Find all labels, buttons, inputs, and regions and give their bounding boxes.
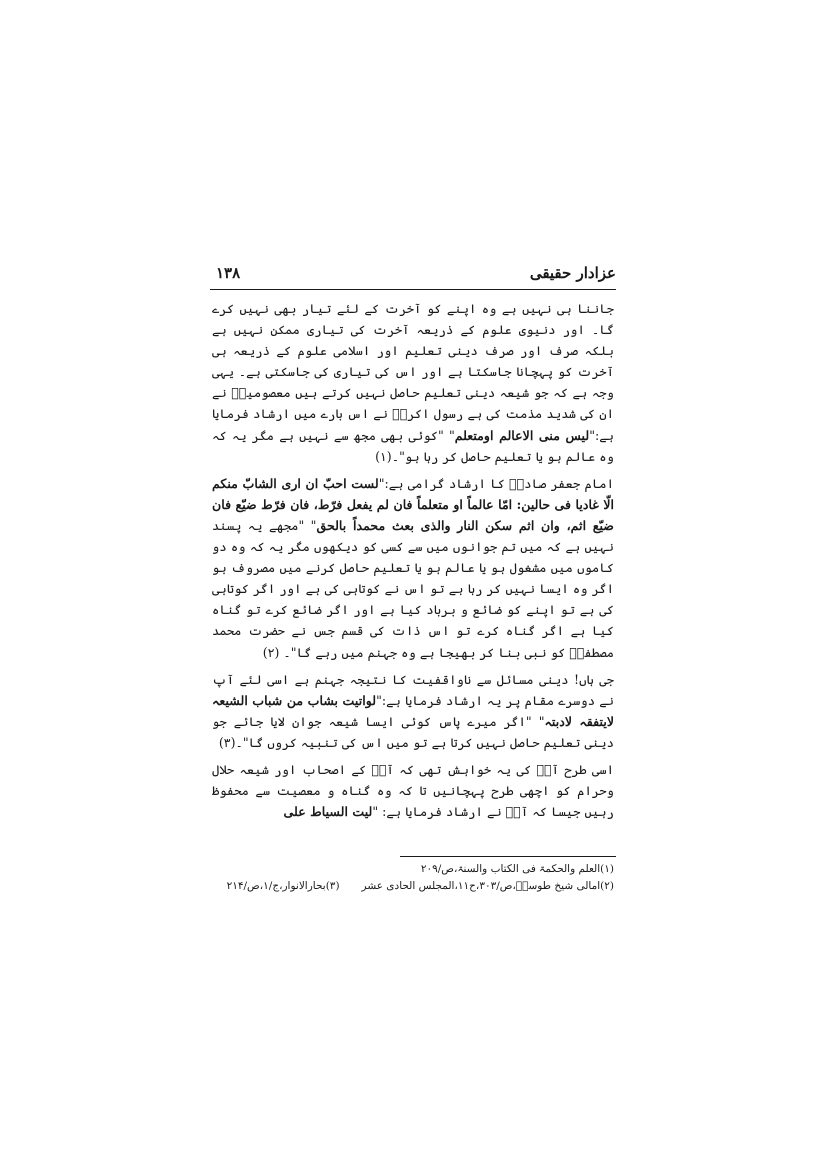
footnote-3: (۳)بحارالانوار،ج/۱،ص/۲۱۴ [226,880,340,892]
page-number: ۱۳۸ [216,264,241,282]
footnote-2: (۲)امالی شیخ طوسیؒ،ص/۳۰۳،ح۱۱،المجلس الحادی عشر [361,880,614,892]
footnote-row-2-3 [212,878,614,895]
urdu-text: جی ہاں! دینی مسائل سے ناواقفیت کا نتیجہ جہنم ہے اسی لئے آپ نے دوسرے مقام پر یہ ارشاد فرمایا ہے:" [212,671,614,708]
paragraph [212,759,614,822]
arabic-quote: لیت السیاط علی [283,804,373,820]
urdu-text: " "مجھے یہ پسند نہیں ہے کہ میں تم جوانوں میں سے کسی کو دیکھوں مگر یہ کہ وہ دو کاموں میں مشغول ہو یا عالم ہو یا تعلیم حاصل کرنے میں مصروف ہو اگر وہ ایسا نہیں کر رہا ہے تو اس نے کوتاہی کی ہے اور اگر کوتاہی کی ہے تو اپنے کو ضائع و برباد کیا ہے اور اگر ضائع کرے تو گناہ کیا ہے اگر گناہ کرے تو اس ذات کی قسم جس نے حضرت محمد مصطفیؐ کو نبی بنا کر بھیجا ہے وہ جہنم میں رہے گا"۔ (۲) [212,517,614,660]
arabic-quote: لست احبّ ان اری الشابّ منکم الّا غادیا فی حالین: امّا عالماً او متعلماً فان لم یفعل فرّط، فان فرّط ضیّع فان ضیّع اثم، وان اثم سکن النار والذی بعث محمداً بالحق [212,475,614,533]
footnotes [212,861,614,895]
paragraph [212,473,614,663]
urdu-text: " "اگر میرے پاس کوئی ایسا شیعہ جوان لایا جائے جو دینی تعلیم حاصل نہیں کرتا ہے تو میں اس کی تنبیہ کروں گا"۔(۳) [212,713,614,750]
header-divider [210,289,616,290]
footnote-1: (۱)العلم والحکمۃ فی الکتاب والسنۃ،ص/۲۰۹ [420,863,614,875]
book-title: عزادار حقیقی [529,264,616,282]
urdu-text: جاننا ہی نہیں ہے وہ اپنے کو آخرت کے لئے تیار بھی نہیں کرے گا۔ اور دنیوی علوم کے ذریعہ آخرت کی تیاری ممکن نہیں ہے بلکہ صرف اور صرف دینی تعلیم اور اسلامی علوم کے ذریعہ ہی آخرت کو پہچانا جاسکتا ہے اور اس کی تیاری کی جاسکتی ہے۔ یہی وجہ ہے کہ جو شیعہ دینی تعلیم حاصل نہیں کرتے ہیں معصومینؑ نے ان کی شدید مذمت کی ہے رسول اکرمؐ نے اس بارے میں ارشاد فرمایا ہے:" [212,301,614,443]
paragraph [212,298,614,467]
footnote-divider [400,856,616,857]
running-header [210,262,616,286]
urdu-text: " "کوئی بھی مجھ سے نہیں ہے مگر یہ کہ وہ عالم ہو یا تعلیم حاصل کر رہا ہو"۔(۱) [212,427,614,464]
arabic-quote: لیس منی الاعالم اومتعلم [454,427,590,443]
body-text [212,298,614,828]
arabic-quote: لواتیت بشاب من شباب الشیعہ لایتفقہ لادبتہ [212,692,615,729]
urdu-text: امام جعفر صادقؑ کا ارشاد گرامی ہے:" [378,475,615,491]
paragraph [212,669,614,753]
urdu-text: اسی طرح آپؑ کی یہ خواہش تھی کہ آپؑ کے اصحاب اور شیعہ حلال وحرام کو اچھی طرح پہچانیں تا کہ وہ گناہ و معصیت سے محفوظ رہیں جیسا کہ آپؑ نے ارشاد فرمایا ہے: " [212,761,614,820]
